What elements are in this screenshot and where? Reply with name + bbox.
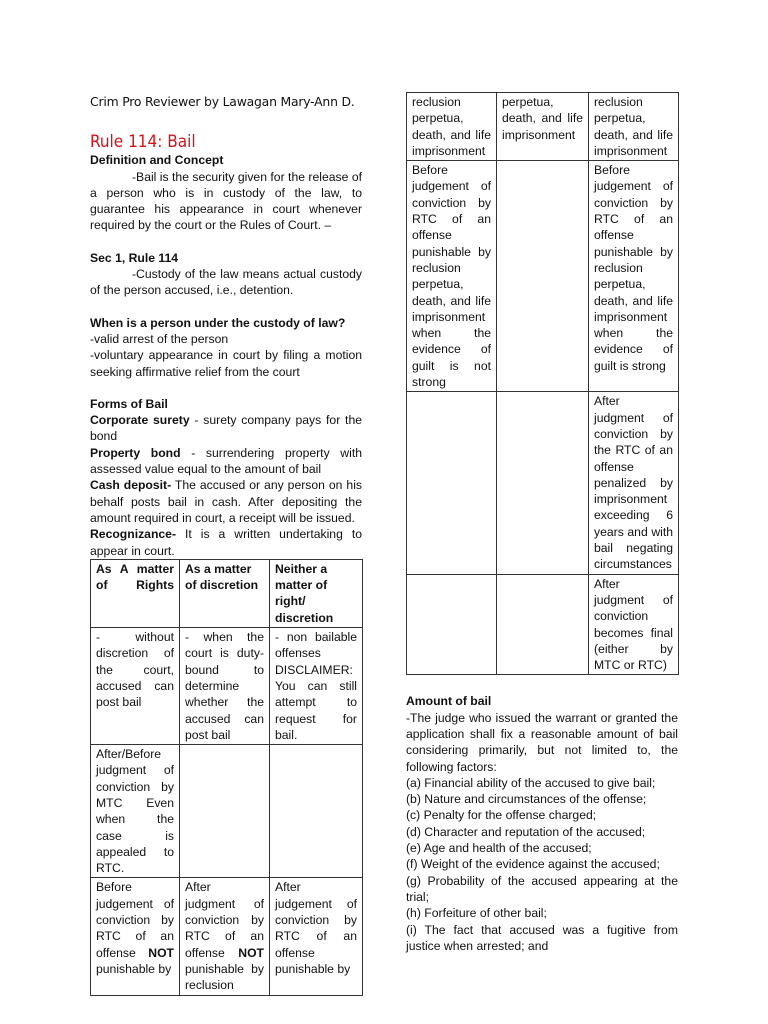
table-row [91,745,363,878]
table-cell [497,392,589,574]
form-desc: - surety company pays for the bond [90,413,363,444]
amount-factor: (e) Age and health of the accused; [406,841,592,856]
table-cell: Before judgement of conviction by RTC of an offense punishable by reclusion perpetua, death, and life imprisonment when the evidence of guilt is not strong [407,161,497,392]
table-cell [497,161,589,392]
left-column [90,94,362,996]
table-row [91,628,363,745]
rule-title: Rule 114: Bail [90,132,196,153]
custody-item: -valid arrest of the person [90,331,229,346]
table-row [91,878,363,995]
form-desc: - surrendering property with assessed value equal to the amount of bail [90,445,362,477]
page-header: Crim Pro Reviewer by Lawagan Mary-Ann D. [90,94,355,109]
form-term: Corporate surety [90,413,190,428]
table-cell [497,574,589,675]
table-cell: After judgment of conviction by RTC of an offense NOT punishable by reclusion [180,878,270,995]
custody-heading: When is a person under the custody of law? [90,315,346,330]
amount-intro: -The judge who issued the warrant or granted the application shall fix a reasonable amount of bail considering primarily, but not limited to, the following factors: [406,710,678,774]
form-desc: It is a written undertaking to appear in court. [90,527,362,558]
table-cell [407,574,497,675]
form-term: Recognizance- [90,527,177,542]
table-cell: After/Before judgment of conviction by MTC Even when the case is appealed to RTC. [91,745,180,878]
table-cell: After judgment of conviction becomes final (either by MTC or RTC) [589,574,679,675]
forms-heading: Forms of Bail [90,396,168,411]
table-cell: Before judgement of conviction by RTC of an offense NOT punishable by [91,878,180,995]
form-item [90,526,362,559]
table-cell: After judgement of conviction by RTC of an offense punishable by [270,878,363,995]
amount-factor: (a) Financial ability of the accused to give bail; [406,775,656,790]
amount-factor: (f) Weight of the evidence against the accused; [406,857,660,872]
form-item [90,445,362,478]
right-column [406,92,678,954]
amount-heading: Amount of bail [406,694,492,709]
table-header-cell: As a matter of discretion [180,559,270,627]
form-item [90,477,362,526]
table-row [407,93,679,161]
table-row [407,392,679,574]
amount-factor: (g) Probability of the accused appearing at the trial; [406,873,678,904]
table-cell [180,745,270,878]
amount-factor: (h) Forfeiture of other bail; [406,906,547,921]
definition-heading: Definition and Concept [90,153,224,168]
bail-table-right [406,92,679,675]
table-cell: Before judgement of conviction by RTC of an offense punishable by reclusion perpetua, death, and life imprisonment when the evidence of guilt is strong [589,161,679,392]
table-header-cell: Neither a matter of right/ discretion [270,559,363,627]
sec1-heading: Sec 1, Rule 114 [90,250,179,265]
table-cell: reclusion perpetua, death, and life imprisonment [407,93,497,161]
table-header-cell: As A matter of Rights [91,559,180,627]
form-item [90,412,362,445]
amount-factor: (d) Character and reputation of the accused; [406,824,646,839]
table-cell: - non bailable offenses DISCLAIMER: You can still attempt to request for bail. [270,628,363,745]
amount-factor: (c) Penalty for the offense charged; [406,808,597,823]
table-cell: After judgment of conviction by the RTC of an offense penalized by imprisonment exceeding 6 years and with bail negating circumstances [589,392,679,574]
table-cell [407,392,497,574]
definition-text: -Bail is the security given for the release of a person who is in custody of the law, to guarantee his appearance in court whenever required by the court or the Rules of Court. – [90,169,362,233]
amount-factor: (b) Nature and circumstances of the offense; [406,792,647,807]
bail-table-left [90,559,363,996]
table-cell: perpetua, death, and life imprisonment [497,93,589,161]
amount-factor: (i) The fact that accused was a fugitive from justice when arrested; and [406,922,678,953]
form-term: Property bond [90,445,181,460]
custody-item: -voluntary appearance in court by filing a motion seeking affirmative relief from the court [90,348,362,379]
table-cell: reclusion perpetua, death, and life imprisonment [589,93,679,161]
table-row [407,574,679,675]
table-header-row [91,559,363,627]
table-cell: - without discretion of the court, accused can post bail [91,628,180,745]
sec1-text: -Custody of the law means actual custody of the person accused, i.e., detention. [90,267,362,298]
form-desc: The accused or any person on his behalf posts bail in cash. After depositing the amount required in court, a receipt will be issued. [90,478,362,525]
table-cell [270,745,363,878]
table-cell: - when the court is duty-bound to determine whether the accused can post bail [180,628,270,745]
form-term: Cash deposit- [90,478,172,493]
table-row [407,161,679,392]
